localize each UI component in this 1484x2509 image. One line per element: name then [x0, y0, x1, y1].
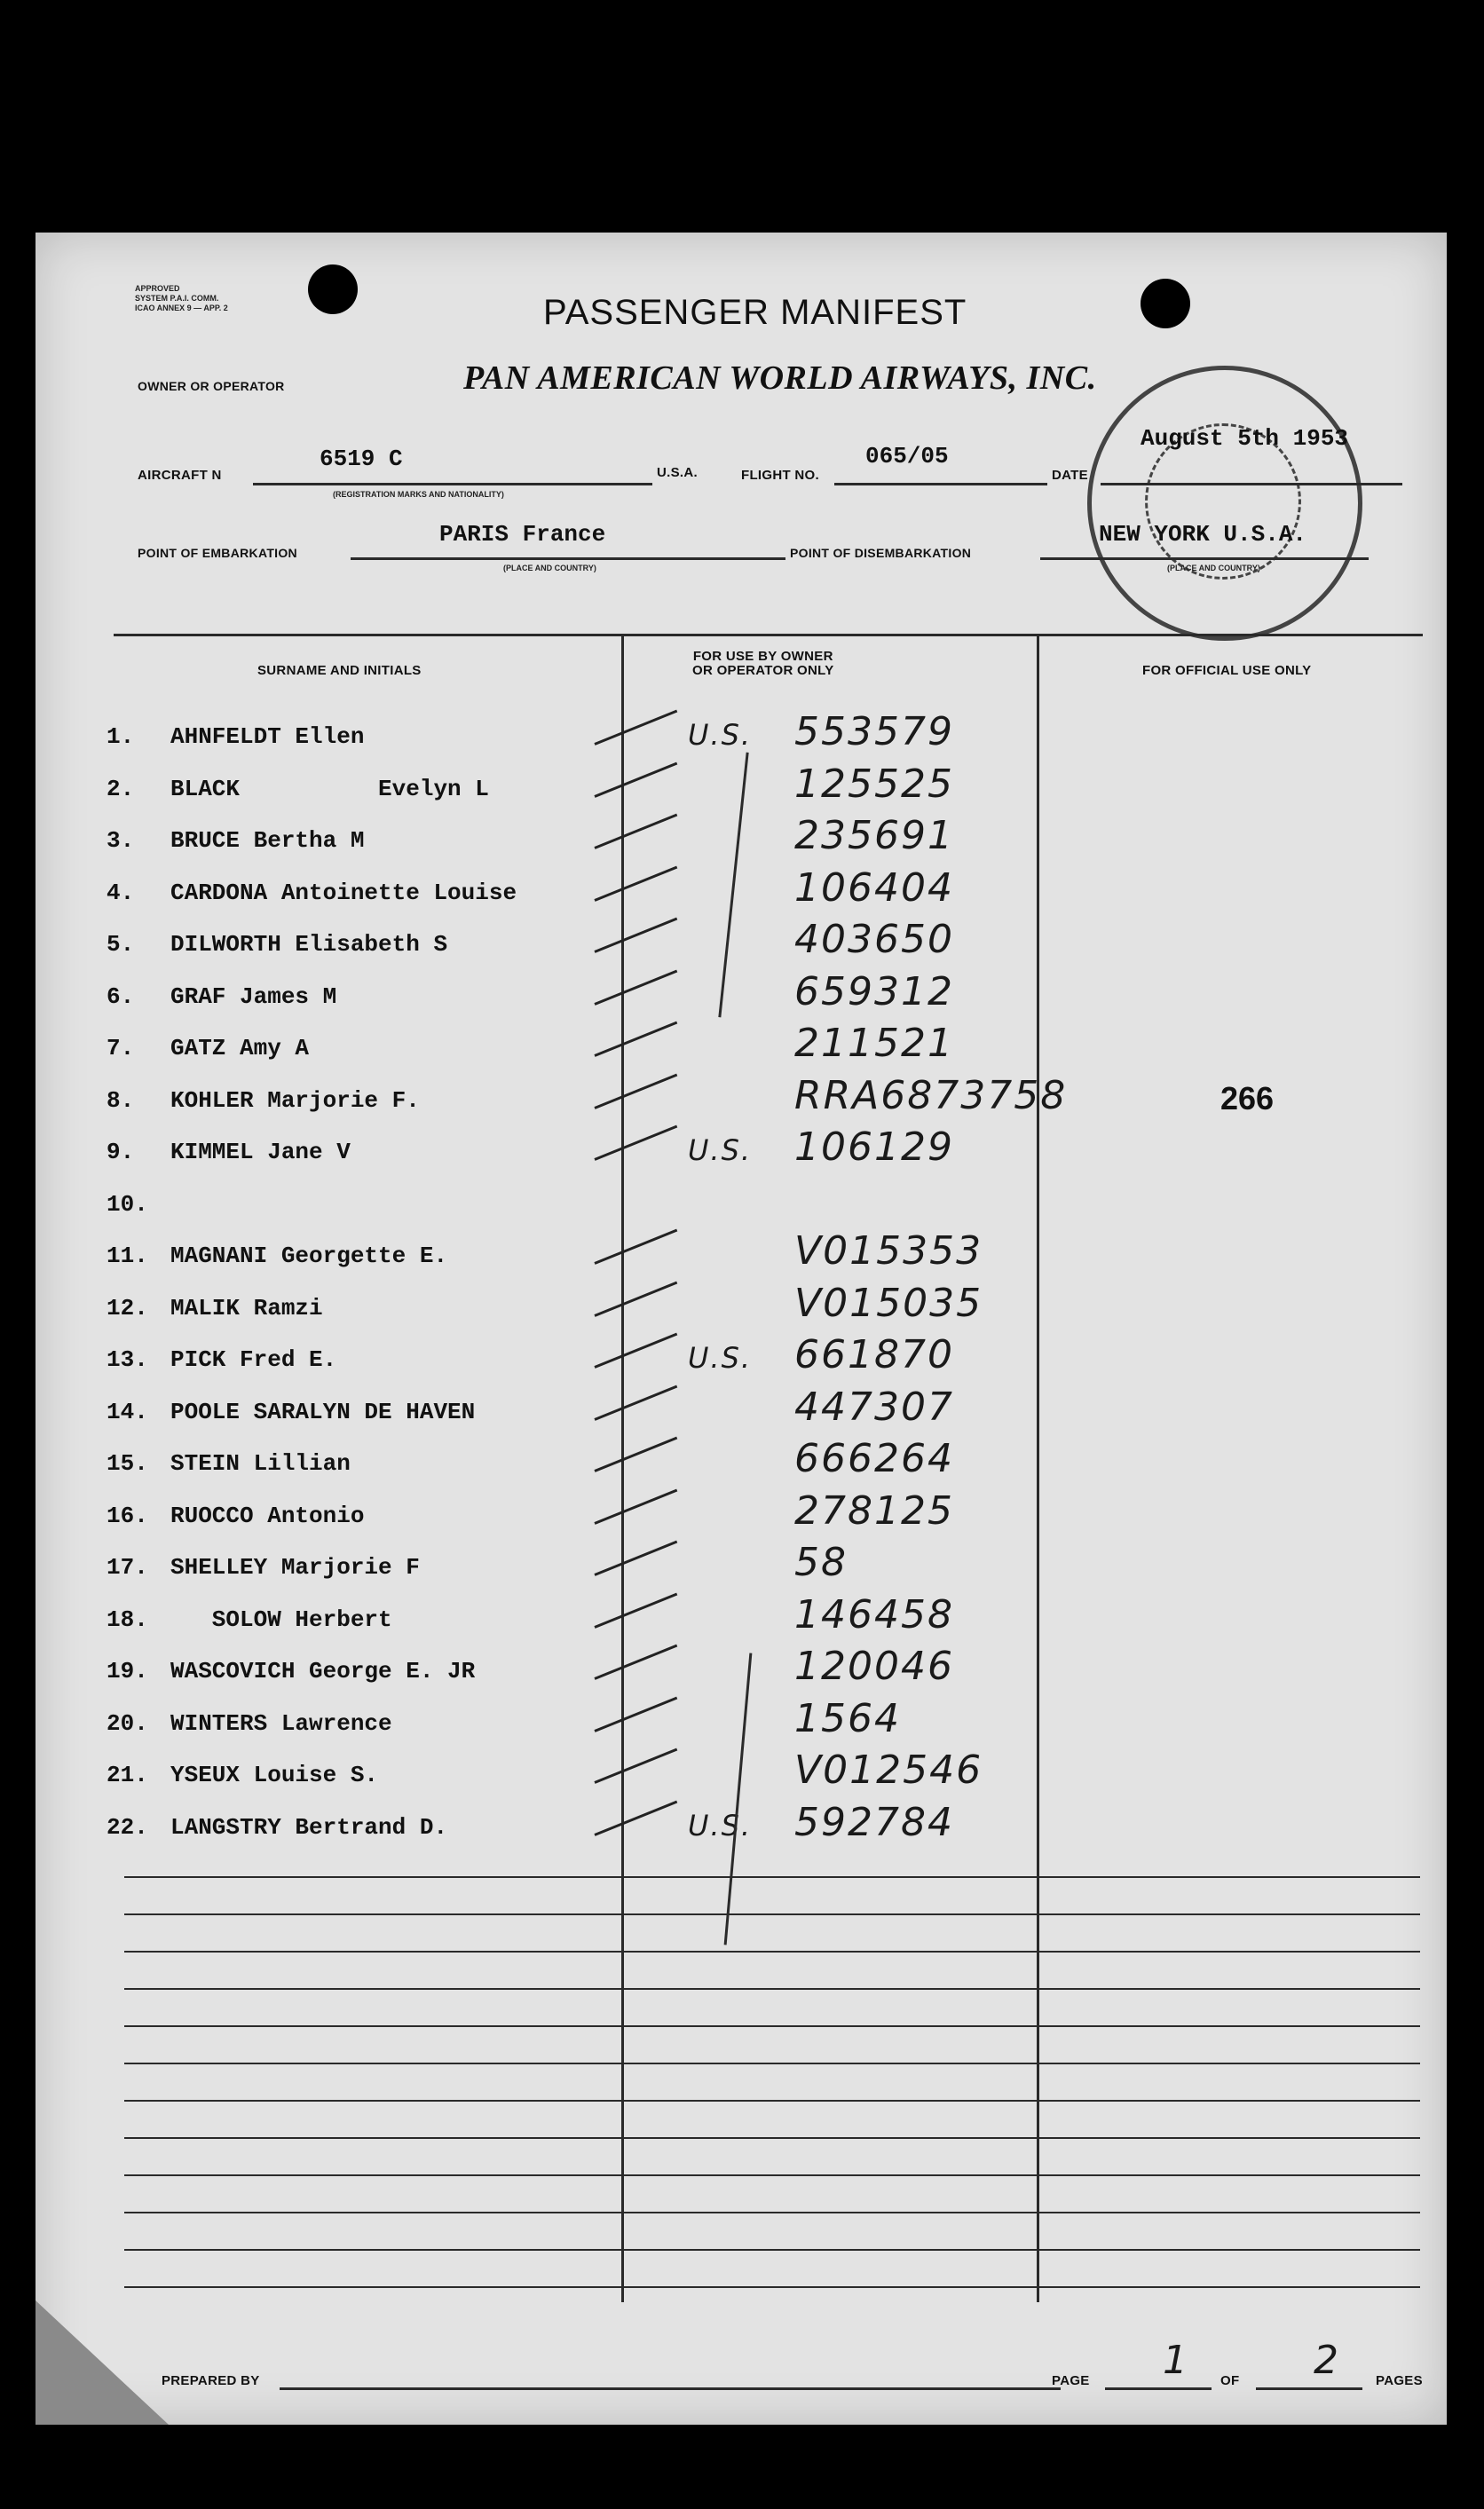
column-header-owner-line-1: FOR USE BY OWNER — [692, 649, 833, 664]
row-number: 1. — [107, 723, 135, 750]
passenger-name: LANGSTRY Bertrand D. — [170, 1813, 448, 1841]
nationality-mark: U.S. — [688, 1133, 753, 1167]
check-mark — [594, 710, 677, 746]
ruled-line — [124, 2063, 1420, 2064]
date-value: August 5th 1953 — [1141, 425, 1349, 452]
row-number: 2. — [107, 775, 135, 802]
passport-number: 447307 — [794, 1384, 954, 1430]
passenger-name: SOLOW Herbert — [170, 1606, 392, 1633]
passenger-row — [36, 1384, 1447, 1444]
page-label: PAGE — [1052, 2373, 1090, 2388]
disembarkation-value: NEW YORK U.S.A. — [1099, 521, 1307, 548]
row-number: 21. — [107, 1762, 148, 1788]
passport-number: 666264 — [794, 1436, 954, 1481]
passport-number: 661870 — [794, 1332, 954, 1377]
passport-number: 659312 — [794, 968, 954, 1014]
passenger-name: WINTERS Lawrence — [170, 1709, 392, 1737]
passenger-name: GRAF James M — [170, 982, 337, 1010]
row-number: 10. — [107, 1190, 148, 1218]
row-number: 14. — [107, 1398, 148, 1425]
registration-note: (REGISTRATION MARKS AND NATIONALITY) — [333, 490, 504, 499]
ruled-line — [124, 2025, 1420, 2027]
column-header-owner — [692, 650, 834, 678]
approved-line-2: SYSTEM P.A.I. COMM. — [135, 294, 219, 303]
passenger-row — [36, 968, 1447, 1029]
approved-line-1: APPROVED — [135, 284, 180, 293]
ruled-line — [124, 1913, 1420, 1915]
passport-number: 211521 — [794, 1021, 954, 1066]
column-header-owner-line-2: OR OPERATOR ONLY — [692, 663, 834, 678]
passenger-name: RUOCCO Antonio — [170, 1502, 365, 1529]
passenger-name: KIMMEL Jane V — [170, 1139, 351, 1165]
ruled-line — [124, 1988, 1420, 1990]
passenger-row — [36, 864, 1447, 925]
passport-number: 278125 — [794, 1487, 954, 1534]
passenger-name: AHNFELDT Ellen — [170, 723, 365, 750]
passenger-name: YSEUX Louise S. — [170, 1762, 379, 1788]
passenger-name: GATZ Amy A — [170, 1035, 310, 1061]
nationality-mark: U.S. — [688, 718, 753, 752]
passport-number: V015035 — [794, 1280, 983, 1326]
column-header-names: SURNAME AND INITIALS — [257, 663, 422, 678]
company-name: PAN AMERICAN WORLD AIRWAYS, INC. — [463, 359, 1097, 397]
aircraft-value: 6519 C — [320, 446, 403, 472]
ruled-line — [124, 2249, 1420, 2251]
place-note-embark: (PLACE AND COUNTRY) — [503, 564, 596, 572]
passenger-row — [36, 1184, 1447, 1236]
passenger-name: MAGNANI Georgette E. — [170, 1243, 448, 1269]
passenger-name: WASCOVICH George E. JR — [170, 1658, 476, 1685]
row-number: 7. — [107, 1035, 135, 1061]
row-number: 12. — [107, 1294, 148, 1322]
passenger-row — [36, 709, 1447, 769]
place-note-disembark: (PLACE AND COUNTRY) — [1167, 564, 1260, 572]
of-underline — [1256, 2387, 1362, 2390]
passenger-name: SHELLEY Marjorie F — [170, 1554, 420, 1581]
passenger-name: BRUCE Bertha M — [170, 827, 365, 854]
flight-label: FLIGHT NO. — [741, 468, 819, 483]
embarkation-value: PARIS France — [439, 521, 606, 548]
passenger-name: POOLE SARALYN DE HAVEN — [170, 1398, 476, 1425]
nationality-mark: U.S. — [688, 1808, 753, 1842]
row-number: 5. — [107, 931, 135, 958]
passenger-row — [36, 1540, 1447, 1599]
ruled-line — [124, 2174, 1420, 2176]
nationality-mark: U.S. — [688, 1341, 753, 1375]
passenger-row — [36, 1072, 1447, 1132]
disembarkation-underline — [1040, 557, 1369, 560]
row-number: 13. — [107, 1346, 148, 1373]
passenger-name: BLACK Evelyn L — [170, 775, 489, 802]
page-total: 2 — [1314, 2338, 1340, 2383]
row-number: 20. — [107, 1709, 148, 1737]
passport-number: 1564 — [794, 1695, 901, 1741]
passport-number: 106404 — [794, 864, 954, 911]
aircraft-underline — [253, 483, 652, 485]
row-number: 8. — [107, 1086, 135, 1114]
column-header-official: FOR OFFICIAL USE ONLY — [1142, 663, 1312, 678]
passport-number: 58 — [794, 1540, 848, 1585]
approved-note — [135, 284, 228, 313]
passenger-row — [36, 1436, 1447, 1495]
passenger-row — [36, 1799, 1447, 1859]
official-note: 266 — [1220, 1079, 1275, 1116]
table-top-rule — [114, 634, 1423, 636]
passenger-row — [36, 1021, 1447, 1080]
embarkation-label: POINT OF EMBARKATION — [138, 546, 297, 560]
passport-number: V012546 — [794, 1748, 983, 1793]
row-number: 18. — [107, 1606, 148, 1633]
page-number: 1 — [1163, 2338, 1189, 2383]
passenger-row — [36, 1124, 1447, 1184]
folded-corner — [36, 2300, 169, 2425]
row-number: 17. — [107, 1554, 148, 1581]
passenger-row — [36, 1280, 1447, 1340]
row-number: 19. — [107, 1658, 148, 1685]
passport-number: 106129 — [794, 1124, 954, 1170]
passport-number: 403650 — [794, 917, 954, 962]
passenger-row — [36, 1332, 1447, 1392]
passenger-name: KOHLER Marjorie F. — [170, 1086, 420, 1114]
passport-number: 553579 — [794, 709, 954, 754]
passenger-name: PICK Fred E. — [170, 1346, 337, 1373]
passenger-row — [36, 1228, 1447, 1288]
passenger-row — [36, 813, 1447, 872]
row-number: 4. — [107, 879, 135, 906]
flight-underline — [834, 483, 1047, 485]
passenger-name: CARDONA Antoinette Louise — [170, 879, 517, 906]
passenger-row — [36, 1591, 1447, 1652]
passport-number: 146458 — [794, 1591, 954, 1637]
passport-number: 592784 — [794, 1799, 954, 1845]
passenger-row — [36, 917, 1447, 976]
passport-number: RRA6873758 — [794, 1072, 1068, 1118]
ruled-line — [124, 1876, 1420, 1878]
passenger-row — [36, 1644, 1447, 1703]
passenger-name: DILWORTH Elisabeth S — [170, 931, 448, 958]
row-number: 15. — [107, 1450, 148, 1477]
date-underline — [1101, 483, 1402, 485]
row-number: 22. — [107, 1813, 148, 1841]
of-label: OF — [1220, 2373, 1240, 2388]
date-label: DATE — [1052, 468, 1088, 483]
row-number: 6. — [107, 982, 135, 1010]
punch-hole-right — [1141, 279, 1190, 328]
row-number: 11. — [107, 1243, 148, 1269]
flight-value: 065/05 — [865, 443, 949, 469]
owner-label: OWNER OR OPERATOR — [138, 379, 285, 393]
passenger-name: STEIN Lillian — [170, 1450, 351, 1477]
ruled-line — [124, 2212, 1420, 2213]
passport-number: V015353 — [794, 1228, 983, 1274]
embarkation-underline — [351, 557, 785, 560]
passport-number: 235691 — [794, 813, 954, 858]
passenger-name: MALIK Ramzi — [170, 1294, 323, 1322]
usa-label: U.S.A. — [657, 465, 698, 480]
row-number: 9. — [107, 1139, 135, 1165]
passport-number: 120046 — [794, 1644, 954, 1689]
pages-label: PAGES — [1376, 2373, 1423, 2388]
prepared-by-label: PREPARED BY — [162, 2373, 260, 2388]
ruled-line — [124, 2100, 1420, 2102]
ruled-line — [124, 2137, 1420, 2139]
row-number: 3. — [107, 827, 135, 854]
ruled-line — [124, 1951, 1420, 1953]
punch-hole-left — [308, 264, 358, 314]
manifest-sheet — [36, 233, 1447, 2425]
approved-line-3: ICAO ANNEX 9 — APP. 2 — [135, 304, 228, 312]
ruled-line — [124, 2286, 1420, 2288]
prepared-by-underline — [280, 2387, 1061, 2390]
passenger-row — [36, 1487, 1447, 1548]
page-title: PASSENGER MANIFEST — [543, 293, 967, 332]
row-number: 16. — [107, 1502, 148, 1529]
passport-number: 125525 — [794, 761, 954, 807]
disembarkation-label: POINT OF DISEMBARKATION — [790, 546, 972, 560]
page-underline — [1105, 2387, 1212, 2390]
aircraft-label: AIRCRAFT N — [138, 468, 222, 483]
